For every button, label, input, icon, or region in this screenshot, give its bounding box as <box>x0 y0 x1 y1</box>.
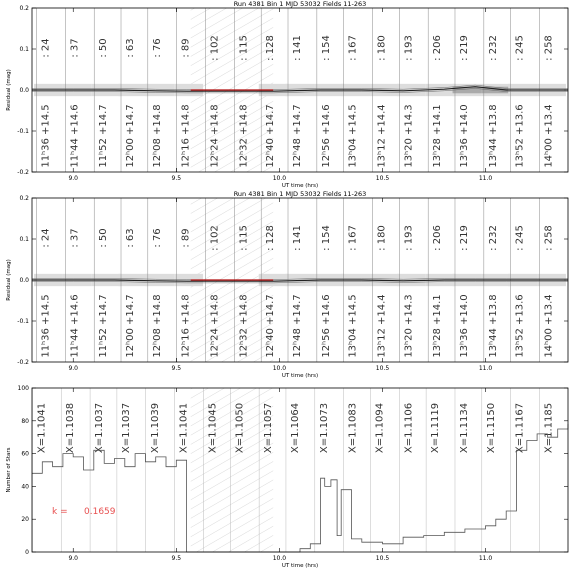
y-axis-title: Residual (mag) <box>6 69 12 111</box>
gap-hatch <box>191 388 273 552</box>
x-tick-label: 11.0 <box>478 175 493 182</box>
panel-title: Run 4381 Bin 1 MJD 53032 Fields 11-263 <box>233 0 367 8</box>
x-tick-label: 10.5 <box>375 175 390 182</box>
field-position-label: 13ʰ04 +14.5 <box>347 294 359 358</box>
airmass-label: X=1.1106 <box>403 402 415 454</box>
airmass-label: X=1.1185 <box>543 402 555 454</box>
field-number-label: : 206 <box>432 225 444 251</box>
y-tick-label: 100 <box>17 385 29 392</box>
field-number-label: : 102 <box>209 35 221 61</box>
y-tick-label: 0.2 <box>19 195 29 202</box>
k-value: 0.1659 <box>84 507 116 517</box>
airmass-label: X=1.1038 <box>65 402 77 454</box>
field-number-label: : 206 <box>432 35 444 61</box>
y-tick-label: -0.1 <box>17 128 29 135</box>
field-number-label: : 219 <box>458 225 470 251</box>
field-number-label: : 258 <box>543 35 555 61</box>
field-number-label: : 115 <box>238 225 250 251</box>
field-position-label: 12ʰ16 +14.8 <box>180 294 192 358</box>
y-tick-label: 20 <box>21 516 29 524</box>
field-number-label: : 180 <box>376 225 388 251</box>
field-position-label: 11ʰ52 +14.7 <box>98 104 110 168</box>
y-tick-label: 0.0 <box>19 87 29 94</box>
field-number-label: : 50 <box>98 38 110 58</box>
field-number-label: : 232 <box>487 225 499 251</box>
y-tick-label: 40 <box>21 483 29 491</box>
field-number-label: : 63 <box>125 228 137 248</box>
y-tick-label: 0.0 <box>19 277 29 284</box>
airmass-label: X=1.1041 <box>178 402 190 454</box>
field-number-label: : 141 <box>292 225 303 251</box>
airmass-label: X=1.1057 <box>263 402 275 454</box>
field-position-label: 13ʰ12 +14.4 <box>376 294 388 358</box>
y-tick-label: -0.2 <box>17 359 29 366</box>
airmass-label: X=1.1045 <box>207 402 219 454</box>
field-position-label: 12ʰ48 +14.7 <box>292 104 303 168</box>
residual-panel-1 <box>6 0 568 189</box>
airmass-label: X=1.1119 <box>430 402 442 454</box>
x-tick-label: 9.5 <box>171 555 182 562</box>
y-tick-label: 0.2 <box>19 5 29 12</box>
field-number-label: : 89 <box>180 228 192 248</box>
x-tick-label: 9.0 <box>68 365 79 372</box>
field-position-label: 13ʰ20 +14.3 <box>403 294 415 358</box>
y-tick-label: -0.1 <box>17 318 29 325</box>
x-tick-label: 9.5 <box>171 365 182 372</box>
field-position-label: 13ʰ20 +14.3 <box>403 104 415 168</box>
field-number-label: : 193 <box>403 35 415 61</box>
field-position-label: 12ʰ08 +14.8 <box>151 294 163 358</box>
stars-panel <box>6 385 568 569</box>
field-position-label: 12ʰ32 +14.8 <box>238 104 250 168</box>
field-number-label: : 128 <box>265 225 277 251</box>
field-position-label: 13ʰ52 +13.6 <box>514 294 526 358</box>
field-position-label: 12ʰ24 +14.8 <box>209 104 221 168</box>
field-number-label: : 37 <box>69 228 81 248</box>
field-number-label: : 102 <box>209 225 221 251</box>
field-position-label: 14ʰ00 +13.4 <box>543 294 555 358</box>
x-axis-title: UT time (hrs) <box>281 373 319 379</box>
field-number-label: : 128 <box>265 35 277 61</box>
x-tick-label: 9.5 <box>171 175 182 182</box>
field-number-label: : 37 <box>69 38 81 58</box>
field-position-label: 14ʰ00 +13.4 <box>543 104 555 168</box>
field-position-label: 13ʰ28 +14.1 <box>432 294 444 358</box>
field-position-label: 12ʰ40 +14.7 <box>265 104 277 168</box>
field-position-label: 13ʰ36 +14.0 <box>458 294 470 358</box>
field-number-label: : 50 <box>98 228 110 248</box>
field-number-label: : 141 <box>292 35 303 61</box>
field-number-label: : 154 <box>320 35 332 61</box>
airmass-label: X=1.1037 <box>120 402 132 454</box>
x-tick-label: 9.0 <box>68 555 79 562</box>
airmass-label: X=1.1037 <box>94 402 106 454</box>
field-position-label: 12ʰ00 +14.7 <box>125 104 137 168</box>
field-number-label: : 63 <box>125 38 137 58</box>
airmass-label: X=1.1167 <box>514 402 526 454</box>
field-position-label: 12ʰ16 +14.8 <box>180 104 192 168</box>
airmass-label: X=1.1039 <box>149 402 161 454</box>
field-position-label: 11ʰ44 +14.6 <box>69 294 81 358</box>
field-position-label: 13ʰ12 +14.4 <box>376 104 388 168</box>
field-position-label: 12ʰ32 +14.8 <box>238 294 250 358</box>
x-tick-label: 9.0 <box>68 175 79 182</box>
field-position-label: 11ʰ52 +14.7 <box>98 294 110 358</box>
field-number-label: : 24 <box>40 228 52 248</box>
y-tick-label: 60 <box>21 450 29 458</box>
x-tick-label: 10.5 <box>375 365 390 372</box>
airmass-label: X=1.1064 <box>289 402 301 454</box>
residual-band <box>145 274 174 286</box>
x-tick-label: 10.5 <box>375 555 390 562</box>
field-number-label: : 76 <box>151 228 163 248</box>
y-axis-title: Number of Stars <box>6 447 12 493</box>
x-axis-title: UT time (hrs) <box>281 183 319 189</box>
field-position-label: 12ʰ56 +14.6 <box>320 294 332 358</box>
x-tick-label: 11.0 <box>478 555 493 562</box>
airmass-label: X=1.1050 <box>234 402 246 454</box>
field-position-label: 11ʰ36 +14.5 <box>40 294 52 358</box>
y-tick-label: 80 <box>21 417 29 425</box>
field-position-label: 12ʰ48 +14.7 <box>292 294 303 358</box>
x-tick-label: 10.0 <box>272 555 287 562</box>
y-tick-label: -0.2 <box>17 169 29 176</box>
airmass-label: X=1.1134 <box>458 402 470 454</box>
field-number-label: : 245 <box>514 225 526 251</box>
field-position-label: 12ʰ56 +14.6 <box>320 104 332 168</box>
panel-title: Run 4381 Bin 1 MJD 53032 Fields 11-263 <box>233 190 367 198</box>
field-number-label: : 89 <box>180 38 192 58</box>
x-tick-label: 10.0 <box>272 365 287 372</box>
airmass-label: X=1.1150 <box>485 402 497 454</box>
field-number-label: : 167 <box>347 35 359 61</box>
field-number-label: : 24 <box>40 38 52 58</box>
field-position-label: 13ʰ28 +14.1 <box>432 104 444 168</box>
field-position-label: 13ʰ44 +13.8 <box>487 294 499 358</box>
residual-panel-2 <box>6 190 568 379</box>
field-position-label: 11ʰ36 +14.5 <box>40 104 52 168</box>
field-position-label: 13ʰ04 +14.5 <box>347 104 359 168</box>
field-number-label: : 245 <box>514 35 526 61</box>
field-position-label: 11ʰ44 +14.6 <box>69 104 81 168</box>
y-tick-label: 0 <box>25 549 29 556</box>
field-position-label: 13ʰ44 +13.8 <box>487 104 499 168</box>
field-number-label: : 258 <box>543 225 555 251</box>
field-number-label: : 219 <box>458 35 470 61</box>
field-number-label: : 232 <box>487 35 499 61</box>
field-position-label: 12ʰ00 +14.7 <box>125 294 137 358</box>
field-number-label: : 154 <box>320 225 332 251</box>
residual-band <box>145 84 174 96</box>
airmass-label: X=1.1083 <box>347 402 359 454</box>
k-label: k = <box>52 507 68 517</box>
y-tick-label: 0.1 <box>19 236 29 243</box>
field-number-label: : 193 <box>403 225 415 251</box>
airmass-label: X=1.1073 <box>318 402 330 454</box>
x-tick-label: 11.0 <box>478 365 493 372</box>
airmass-label: X=1.1041 <box>36 402 48 454</box>
airmass-label: X=1.1094 <box>374 402 386 454</box>
field-position-label: 13ʰ52 +13.6 <box>514 104 526 168</box>
field-position-label: 12ʰ24 +14.8 <box>209 294 221 358</box>
field-position-label: 12ʰ08 +14.8 <box>151 104 163 168</box>
field-number-label: : 167 <box>347 225 359 251</box>
field-position-label: 12ʰ40 +14.7 <box>265 294 277 358</box>
y-axis-title: Residual (mag) <box>6 259 12 301</box>
x-axis-title: UT time (hrs) <box>281 563 319 569</box>
x-tick-label: 10.0 <box>272 175 287 182</box>
field-position-label: 13ʰ36 +14.0 <box>458 104 470 168</box>
field-number-label: : 76 <box>151 38 163 58</box>
field-number-label: : 180 <box>376 35 388 61</box>
y-tick-label: 0.1 <box>19 46 29 53</box>
field-number-label: : 115 <box>238 35 250 61</box>
